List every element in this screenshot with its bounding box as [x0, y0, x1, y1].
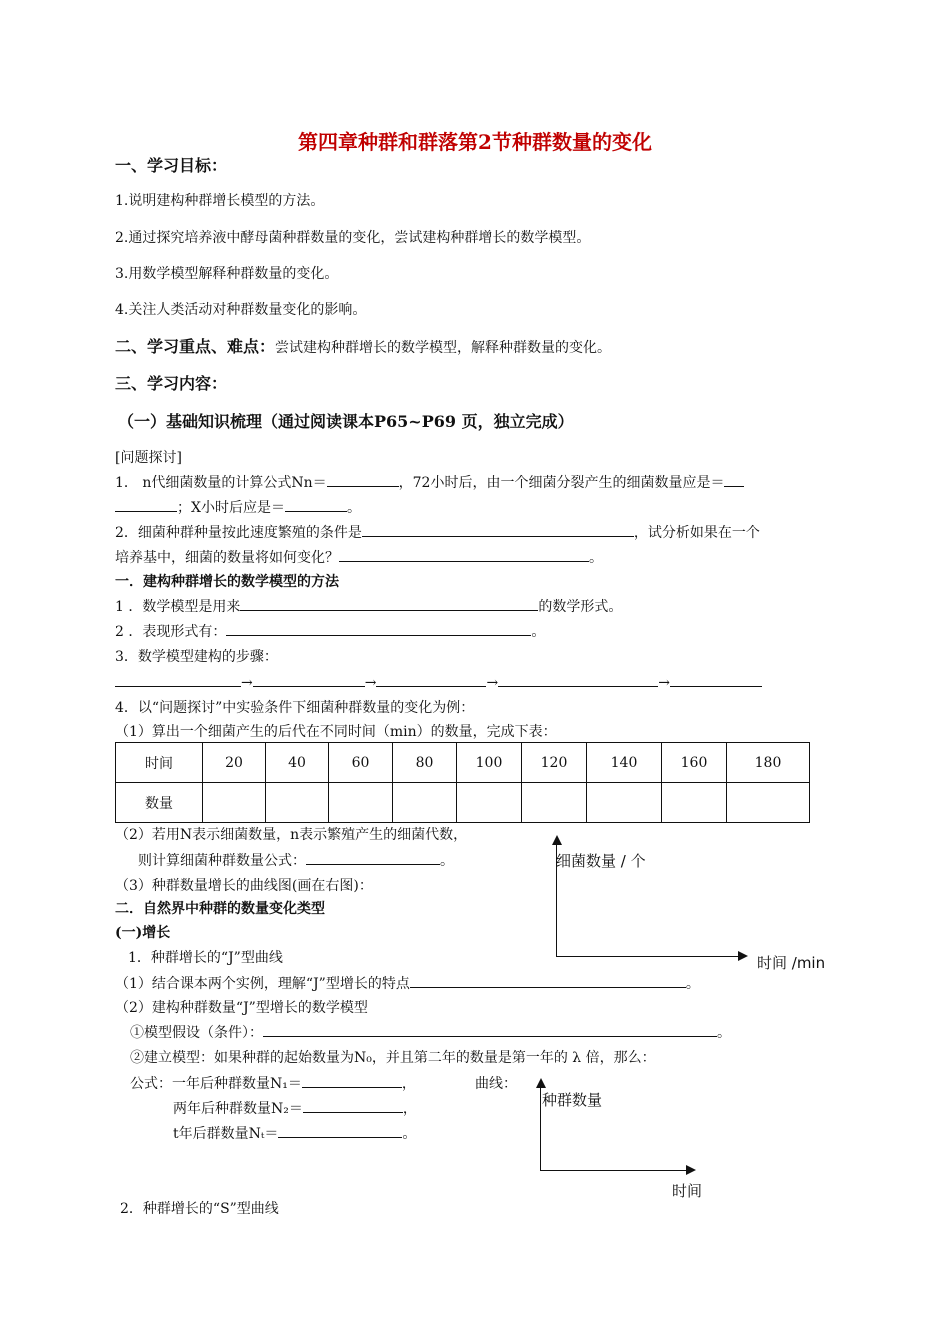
- item-b1-2a: [130, 1022, 731, 1042]
- blank-field[interactable]: [115, 672, 241, 687]
- section-2: [115, 334, 611, 357]
- q2-text-b: ，试分析如果在一个: [633, 525, 760, 541]
- blank-field[interactable]: [670, 672, 762, 687]
- blank-field[interactable]: [339, 547, 589, 562]
- a1-text-b: 的数学形式。: [538, 599, 623, 615]
- subsection-1-heading: （一）基础知识梳理（通过阅读课本P65~P69 页，独立完成）: [118, 412, 574, 431]
- question-1-line1: [115, 472, 744, 492]
- growth-heading: (一)增长: [115, 925, 171, 941]
- arrow-icon: →: [486, 675, 499, 691]
- formula-3: [173, 1123, 416, 1143]
- item-a2: [115, 621, 545, 641]
- item-b1-2: （2）建构种群数量“J”型增长的数学模型: [115, 1000, 368, 1016]
- item-b1: 1．种群增长的“J”型曲线: [128, 950, 283, 966]
- blank-field[interactable]: [115, 497, 177, 512]
- formula-1: [130, 1073, 416, 1093]
- blank-field[interactable]: [263, 1022, 717, 1037]
- table-input-cell[interactable]: [266, 783, 329, 823]
- part-b-heading: 二．自然界中种群的数量变化类型: [115, 901, 325, 917]
- blank-field[interactable]: [498, 672, 658, 687]
- table-row: [116, 743, 810, 783]
- steps-flow: [115, 672, 762, 691]
- x-arrow-icon: [738, 951, 748, 961]
- count-table: [115, 742, 810, 823]
- item-a3: 3．数学模型建构的步骤：: [115, 649, 278, 665]
- x-axis: [540, 1170, 688, 1171]
- q1-text-c: ；X小时后应是＝: [177, 500, 285, 516]
- item-a4-2: （2）若用N表示细菌数量，n表示繁殖产生的细菌代数，: [115, 827, 468, 843]
- table-cell: 20: [203, 743, 266, 783]
- goal-2: 2.通过探究培养液中酵母菌种群数量的变化，尝试建构种群增长的数学模型。: [115, 230, 591, 246]
- section-2-label: 二、学习重点、难点：: [115, 337, 276, 356]
- q2-text-d: 。: [589, 550, 603, 566]
- q2-text-c: 培养基中，细菌的数量将如何变化？: [115, 550, 339, 566]
- question-1-line2: [115, 497, 361, 517]
- table-cell: 160: [662, 743, 727, 783]
- table-input-cell[interactable]: [393, 783, 457, 823]
- table-input-cell[interactable]: [662, 783, 727, 823]
- blank-field[interactable]: [285, 497, 347, 512]
- formula-3-end: 。: [402, 1126, 417, 1142]
- formula-3-text: t年后群数量Nₜ＝: [173, 1126, 279, 1142]
- blank-field[interactable]: [226, 621, 531, 636]
- question-2-line1: [115, 522, 760, 542]
- blank-field[interactable]: [253, 672, 365, 687]
- table-cell: 60: [329, 743, 393, 783]
- part-a-heading: 一．建构种群增长的数学模型的方法: [115, 574, 339, 590]
- item-b1-1: [115, 973, 700, 993]
- y-arrow-icon: [536, 1078, 546, 1088]
- q2-text-a: 2．细菌种群种量按此速度繁殖的条件是: [115, 525, 362, 541]
- a2-text-a: 2 ．表现形式有：: [115, 624, 227, 640]
- table-input-cell[interactable]: [522, 783, 587, 823]
- question-2-line2: [115, 547, 603, 567]
- blank-field[interactable]: [278, 1123, 402, 1138]
- b1-1-end: 。: [685, 976, 700, 992]
- arrow-icon: →: [364, 675, 377, 691]
- formula-1-end: ，: [401, 1076, 416, 1092]
- item-b1-2b: ②建立模型：如果种群的起始数量为N₀，并且第二年的数量是第一年的 λ 倍，那么：: [130, 1050, 656, 1066]
- formula-2-text: 两年后种群数量N₂＝: [173, 1101, 303, 1117]
- formula-1-text: 公式：一年后种群数量N₁＝: [130, 1076, 302, 1092]
- blank-field[interactable]: [303, 1098, 403, 1113]
- goal-1: 1.说明建构种群增长模型的方法。: [115, 193, 325, 209]
- table-input-cell[interactable]: [457, 783, 522, 823]
- y-axis: [540, 1085, 541, 1171]
- formula-2: [173, 1098, 417, 1118]
- y-axis-label: 细菌数量 / 个: [556, 852, 646, 870]
- goal-4: 4.关注人类活动对种群数量变化的影响。: [115, 302, 367, 318]
- table-input-cell[interactable]: [203, 783, 266, 823]
- arrow-icon: →: [241, 675, 253, 691]
- x-arrow-icon: [686, 1165, 696, 1175]
- table-input-cell[interactable]: [329, 783, 393, 823]
- b1-1-text: （1）结合课本两个实例，理解“J”型增长的特点: [115, 976, 410, 992]
- page-title: 第四章种群和群落第2节种群数量的变化: [298, 130, 652, 154]
- item-a1: [115, 596, 622, 616]
- blank-field[interactable]: [327, 472, 399, 487]
- blank-field[interactable]: [306, 850, 440, 865]
- x-axis-label: 时间 /min: [757, 954, 826, 972]
- x-axis: [556, 956, 740, 957]
- y-arrow-icon: [552, 835, 562, 845]
- q1-text-b: ，72小时后，由一个细菌分裂产生的细菌数量应是＝: [398, 475, 725, 491]
- item-b2: 2．种群增长的“S”型曲线: [120, 1201, 279, 1217]
- table-header-time: 时间: [116, 743, 203, 783]
- table-header-count: 数量: [116, 783, 203, 823]
- table-cell: 140: [587, 743, 662, 783]
- blank-field[interactable]: [240, 596, 538, 611]
- table-cell: 40: [266, 743, 329, 783]
- goal-3: 3.用数学模型解释种群数量的变化。: [115, 266, 339, 282]
- item-a4: 4．以“问题探讨”中实验条件下细菌种群数量的变化为例：: [115, 700, 475, 716]
- table-row: [116, 783, 810, 823]
- table-cell: 120: [522, 743, 587, 783]
- section-1-heading: 一、学习目标：: [115, 156, 228, 175]
- a1-text-a: 1 ．数学模型是用来: [115, 599, 241, 615]
- formula-2-end: ，: [402, 1101, 417, 1117]
- table-cell: 180: [727, 743, 810, 783]
- section-3-heading: 三、学习内容：: [115, 374, 228, 393]
- item-a4-1: （1）算出一个细菌产生的后代在不同时间（min）的数量，完成下表：: [115, 724, 557, 740]
- table-input-cell[interactable]: [727, 783, 810, 823]
- section-2-text: 尝试建构种群增长的数学模型，解释种群数量的变化。: [275, 340, 612, 356]
- blank-field[interactable]: [724, 472, 744, 487]
- blank-field[interactable]: [362, 522, 634, 537]
- item-a4-2-formula: [138, 850, 454, 870]
- table-cell: 100: [457, 743, 522, 783]
- blank-field[interactable]: [376, 672, 486, 687]
- table-cell: 80: [393, 743, 457, 783]
- x-axis-label: 时间: [672, 1182, 703, 1200]
- b1-2a-end: 。: [717, 1025, 731, 1041]
- a4-2-text: 则计算细菌种群数量公式：: [138, 853, 306, 869]
- y-axis-label: 种群数量: [542, 1091, 603, 1109]
- q1-text-a: 1． n代细菌数量的计算公式Nn＝: [115, 475, 327, 491]
- curve-label: 曲线：: [475, 1076, 517, 1092]
- a2-text-b: 。: [531, 624, 546, 640]
- blank-field[interactable]: [302, 1073, 402, 1088]
- a4-2-end: 。: [440, 853, 454, 869]
- problem-tag: [问题探讨]: [115, 450, 182, 466]
- blank-field[interactable]: [410, 973, 686, 988]
- q1-text-d: 。: [346, 500, 361, 516]
- arrow-icon: →: [658, 675, 670, 691]
- b1-2a-text: ①模型假设（条件）：: [130, 1025, 263, 1041]
- item-a4-3: （3）种群数量增长的曲线图(画在右图)：: [115, 878, 373, 894]
- table-input-cell[interactable]: [587, 783, 662, 823]
